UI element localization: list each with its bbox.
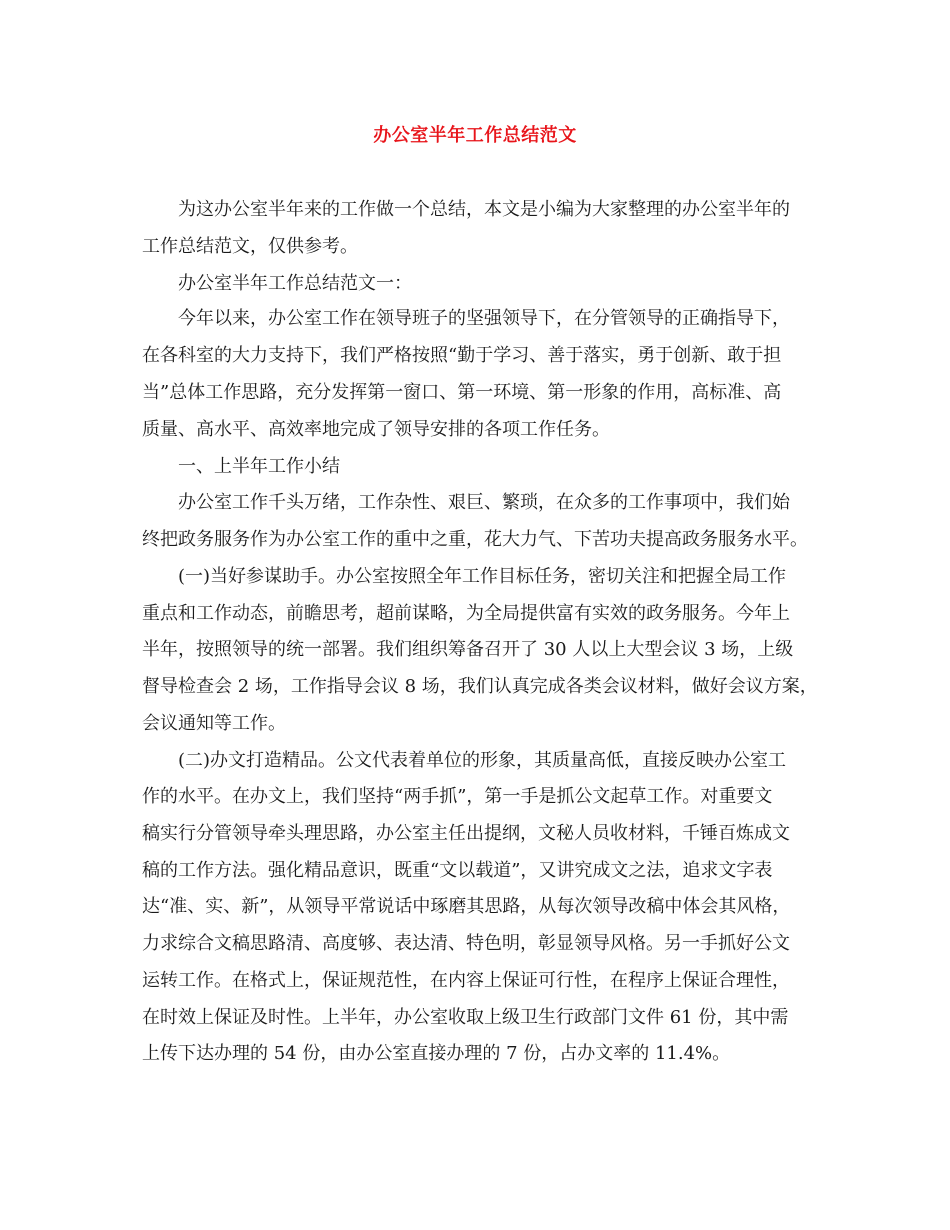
paragraph-line: (一)当好参谋助手。办公室按照全年工作目标任务，密切关注和把握全局工作	[178, 566, 787, 587]
paragraph-line: 会议通知等工作。	[142, 713, 286, 734]
paragraph-line: 质量、高水平、高效率地完成了领导安排的各项工作任务。	[142, 419, 610, 440]
paragraph-line: 重点和工作动态，前瞻思考，超前谋略，为全局提供富有实效的政务服务。今年上	[142, 603, 790, 624]
paragraph-line: 终把政务服务作为办公室工作的重中之重，花大力气、下苦功夫提高政务服务水平。	[142, 529, 808, 550]
paragraph-line: 在各科室的大力支持下，我们严格按照“勤于学习、善于落实，勇于创新、敢于担	[142, 345, 782, 366]
paragraph-line: 运转工作。在格式上，保证规范性，在内容上保证可行性，在程序上保证合理性，	[142, 970, 790, 991]
section-heading: 一、上半年工作小结	[178, 456, 340, 477]
paragraph-line: 作的水平。在办文上，我们坚持“两手抓”，第一手是抓公文起草工作。对重要文	[142, 786, 773, 807]
paragraph-line: 达“准、实、新”，从领导平常说话中琢磨其思路，从每次领导改稿中体会其风格，	[142, 896, 791, 917]
paragraph-line: 力求综合文稿思路清、高度够、表达清、特色明，彰显领导风格。另一手抓好公文	[142, 933, 790, 954]
paragraph-line: 当”总体工作思路，充分发挥第一窗口、第一环境、第一形象的作用，高标准、高	[142, 382, 782, 403]
paragraph-line: 督导检查会 2 场，工作指导会议 8 场，我们认真完成各类会议材料，做好会议方案，	[142, 676, 818, 697]
section-heading: 办公室半年工作总结范文一：	[178, 273, 412, 294]
paragraph-line: 工作总结范文，仅供参考。	[142, 236, 358, 257]
paragraph-line: 稿的工作方法。强化精品意识，既重“文以载道”，又讲究成文之法，追求文字表	[142, 860, 773, 881]
paragraph-line: 办公室工作千头万绪，工作杂性、艰巨、繁琐，在众多的工作事项中，我们始	[178, 492, 790, 513]
paragraph-line: 在时效上保证及时性。上半年，办公室收取上级卫生行政部门文件 61 份，其中需	[142, 1007, 789, 1028]
paragraph-line: 半年，按照领导的统一部署。我们组织筹备召开了 30 人以上大型会议 3 场，上级	[142, 639, 794, 660]
paragraph-line: 稿实行分管领导牵头理思路，办公室主任出提纲，文秘人员收材料，千锤百炼成文	[142, 823, 790, 844]
paragraph-line: 上传下达办理的 54 份，由办公室直接办理的 7 份，占办文率的 11.4%。	[142, 1043, 731, 1064]
paragraph-line: 今年以来，办公室工作在领导班子的坚强领导下，在分管领导的正确指导下，	[178, 308, 790, 329]
paragraph-line: (二)办文打造精品。公文代表着单位的形象，其质量高低，直接反映办公室工	[178, 750, 787, 771]
document-title: 办公室半年工作总结范文	[373, 125, 577, 146]
paragraph-line: 为这办公室半年来的工作做一个总结，本文是小编为大家整理的办公室半年的	[178, 199, 790, 220]
